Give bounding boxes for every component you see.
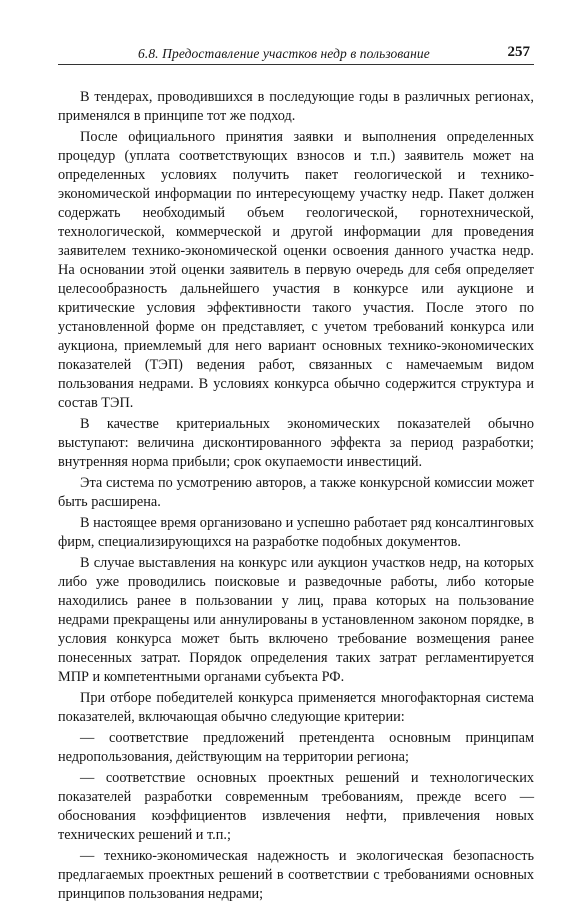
paragraph-tenders: В тендерах, проводившихся в последующие годы в различных регионах, применялся в принципе тот же подход.: [58, 89, 534, 124]
body-text: [58, 88, 534, 906]
list-item-design-solutions: — соответствие основных проектных решений и технологических показателей разработки современным требованиям, прежде всего — обоснования коэффициентов извлечения нефти, привлечения новых технических решений и т.п.;: [58, 770, 534, 843]
running-header: [58, 40, 534, 65]
list-item-principles: — соответствие предложений претендента основным принципам недропользования, действующим на территории региона;: [58, 730, 534, 765]
list-item-reliability-safety: — технико-экономическая надежность и экологическая безопасность предлагаемых проектных решений в соответствии с требованиями основных принципов пользования недрами;: [58, 848, 534, 902]
paragraph-system-extension: Эта система по усмотрению авторов, а также конкурсной комиссии может быть расширена.: [58, 475, 534, 510]
paragraph-application-procedure: После официального принятия заявки и выполнения определенных процедур (уплата соответствующих взносов и т.п.) заявитель может на определенных условиях получить пакет геологической и технико-экономической информации по интересующему участку недр. Пакет должен содержать необходимый объем геологической, горнотехнической, технологической, коммерческой и другой информации для проведения заявителем технико-экономической оценки освоения данного участка недр. На основании этой оценки заявитель в первую очередь для себя определяет целесообразность дальнейшего участия в конкурсе или аукционе и критические условия эффективности такого участия. После этого по установленной форме он представляет, с учетом требований конкурса или аукциона, приемлемый для него вариант основных технико-экономических показателей (ТЭП) ведения работ, связанных с намечаемым видом пользования недрами. В условиях конкурса обычно содержится структура и состав ТЭП.: [58, 129, 534, 411]
paragraph-winner-selection: При отборе победителей конкурса применяется многофакторная система показателей, включающая обычно следующие критерии:: [58, 690, 534, 725]
paragraph-consulting-firms: В настоящее время организовано и успешно работает ряд консалтинговых фирм, специализирующихся на разработке подобных документов.: [58, 515, 534, 550]
paragraph-criteria-indicators: В качестве критериальных экономических показателей обычно выступают: величина дисконтированного эффекта за период разработки; внутренняя норма прибыли; срок окупаемости инвестиций.: [58, 416, 534, 470]
paragraph-cost-reimbursement: В случае выставления на конкурс или аукцион участков недр, на которых либо уже проводились поисковые и разведочные работы, либо которые находились ранее в пользовании у лиц, права которых на пользование недрами прекращены или аннулированы в установленном законом порядке, в условия конкурса может быть включено требование возмещения ранее понесенных затрат. Порядок определения таких затрат регламентируется МПР и компетентными органами субъекта РФ.: [58, 555, 534, 685]
running-title: 6.8. Предоставление участков недр в пользование: [138, 46, 430, 61]
page-number: 257: [507, 44, 530, 60]
